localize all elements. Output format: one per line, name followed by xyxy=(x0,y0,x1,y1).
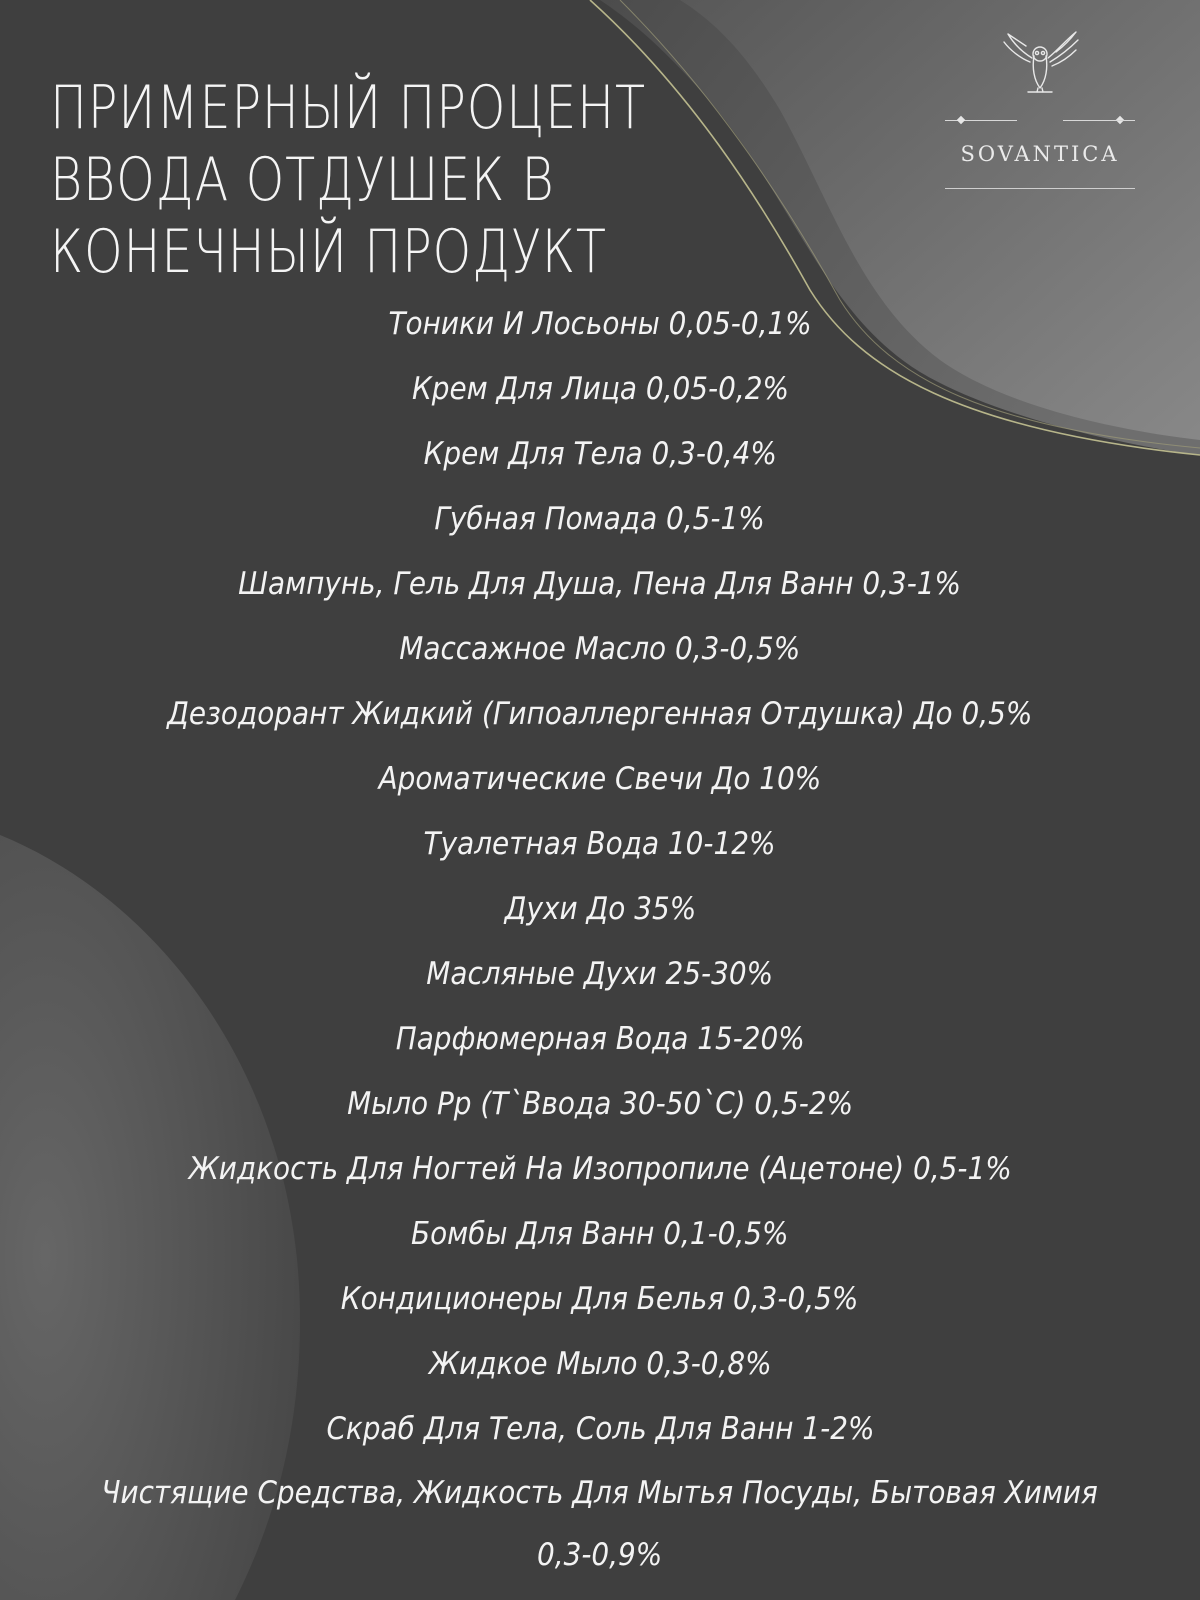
list-item: Парфюмерная Вода 15-20% xyxy=(395,1021,805,1057)
title-line-1: ПРИМЕРНЫЙ ПРОЦЕНТ xyxy=(50,73,646,143)
list-item: Чистящие Средства, Жидкость Для Мытья Посуды, Бытовая Химия xyxy=(101,1475,1099,1511)
list-item: Массажное Масло 0,3-0,5% xyxy=(399,631,801,667)
title-line-3: КОНЕЧНЫЙ ПРОДУКТ xyxy=(50,217,607,287)
brand-name: SOVANTICA xyxy=(960,142,1120,166)
list-item: Дезодорант Жидкий (Гипоаллергенная Отдушка) До 0,5% xyxy=(167,696,1033,732)
list-item: Туалетная Вода 10-12% xyxy=(424,826,776,862)
list-item: Кондиционеры Для Белья 0,3-0,5% xyxy=(341,1281,859,1317)
list-item: Жидкое Мыло 0,3-0,8% xyxy=(428,1346,772,1382)
list-item: Тоники И Лосьоны 0,05-0,1% xyxy=(388,306,812,342)
owl-icon xyxy=(1000,28,1080,100)
list-item-continued: 0,3-0,9% xyxy=(537,1537,663,1573)
list-item: Ароматические Свечи До 10% xyxy=(378,761,822,797)
list-item: Крем Для Тела 0,3-0,4% xyxy=(423,436,777,472)
list-item: Масляные Духи 25-30% xyxy=(426,956,774,992)
list-item: Жидкость Для Ногтей На Изопропиле (Ацетоне) 0,5-1% xyxy=(188,1151,1012,1187)
list-item: Духи До 35% xyxy=(504,891,696,927)
list-item: Крем Для Лица 0,05-0,2% xyxy=(411,371,789,407)
list-item: Мыло Рр (Т`Ввода 30-50`С) 0,5-2% xyxy=(346,1086,854,1122)
brand-logo xyxy=(940,28,1140,168)
logo-underline xyxy=(945,188,1135,189)
logo-ornament xyxy=(957,116,965,124)
page-title xyxy=(50,72,646,288)
list-item: Шампунь, Гель Для Душа, Пена Для Ванн 0,3-1% xyxy=(238,566,962,602)
fragrance-list xyxy=(0,292,1200,1586)
logo-divider-left xyxy=(945,120,1017,121)
list-item: Губная Помада 0,5-1% xyxy=(434,501,766,537)
title-line-2: ВВОДА ОТДУШЕК В xyxy=(50,145,555,215)
list-item: Бомбы Для Ванн 0,1-0,5% xyxy=(411,1216,789,1252)
list-item: Скраб Для Тела, Соль Для Ванн 1-2% xyxy=(325,1411,875,1447)
logo-divider-right xyxy=(1063,120,1135,121)
